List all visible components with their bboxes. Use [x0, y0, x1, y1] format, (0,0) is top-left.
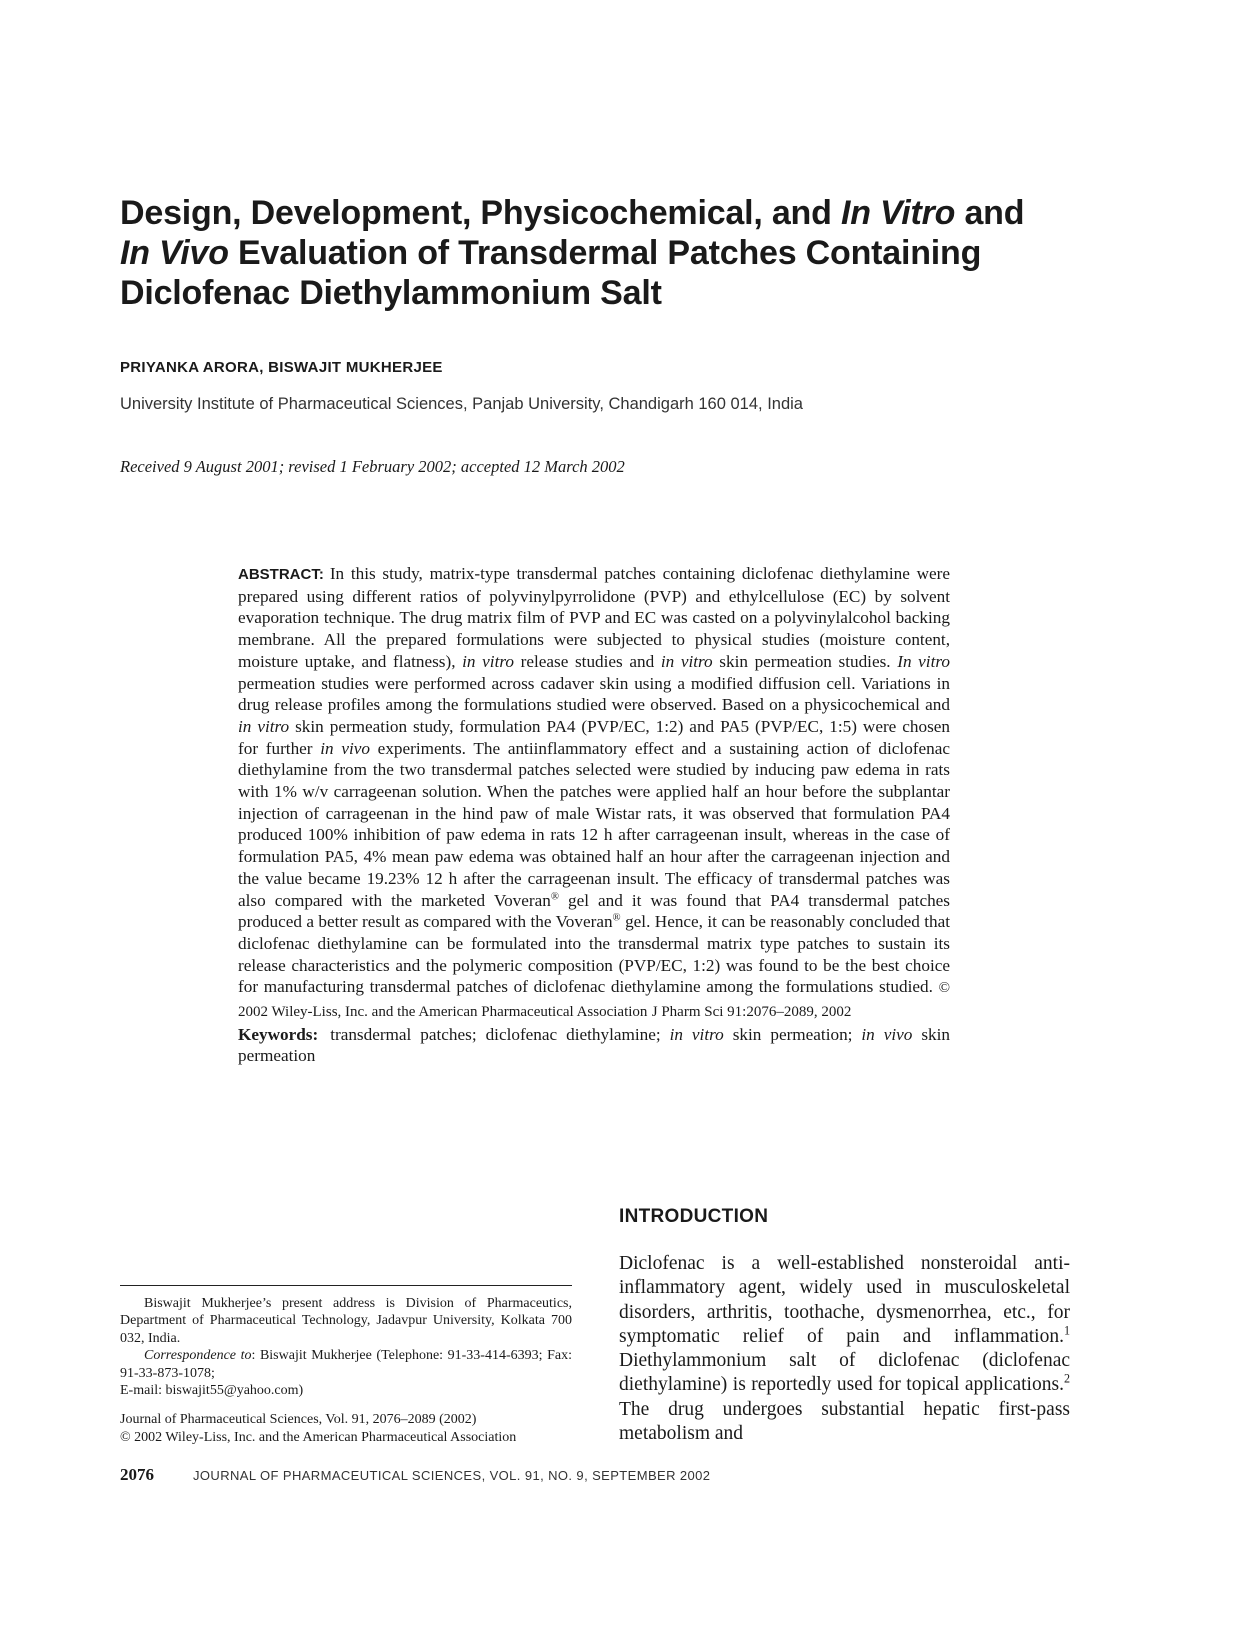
abstract-body: ABSTRACT: In this study, matrix-type transdermal patches containing diclofenac diethylamine were prepared using different ratios of polyvinylpyrrolidone (PVP) and ethylcellulose (EC) by solvent evaporation technique. The drug matrix film of PVP and EC was casted on a polyvinylalcohol backing membrane. All the prepared formulations were subjected to physical studies (moisture content, moisture uptake, and flatness), in vitro release studies and in vitro skin permeation studies. In vitro permeation studies were performed across cadaver skin using a modified diffusion cell. Variations in drug release profiles among the formulations studied were observed. Based on a physicochemical and in vitro skin permeation study, formulation PA4 (PVP/EC, 1:2) and PA5 (PVP/EC, 1:5) were chosen for further in vivo experiments. The antiinflammatory effect and a sustaining action of diclofenac diethylamine from the two transdermal patches selected were studied by inducing paw edema in rats with 1% w/v carrageenan solution. When the patches were applied half an hour before the subplantar injection of carrageenan in the hind paw of male Wistar rats, it was observed that formulation PA4 produced 100% inhibition of paw edema in rats 12 h after carrageenan insult, whereas in the case of formulation PA5, 4% mean paw edema was obtained half an hour after the carrageenan injection and the value became 19.23% 12 h after the carrageenan insult. The efficacy of transdermal patches was also compared with the marketed Voveran® gel and it was found that PA4 transdermal patches produced a better result as compared with the Voveran® gel. Hence, it can be reasonably concluded that diclofenac diethylamine can be formulated into the transdermal matrix type patches to sustain its release characteristics and the polymeric composition (PVP/EC, 1:2) was found to be the best choice for manufacturing transdermal patches of diclofenac diethylamine among the formulations studied. © 2002 Wiley-Liss, Inc. and the American Pharmaceutical Association J Pharm Sci 91:2076–2089, 2002: [238, 564, 951, 1021]
footnote-divider: [120, 1285, 572, 1286]
author-list: PRIYANKA ARORA, BISWAJIT MUKHERJEE: [120, 359, 443, 376]
title-line-2: In Vivo Evaluation of Transdermal Patches Containing: [120, 234, 982, 272]
keywords: Keywords: transdermal patches; diclofenac diethylamine; in vitro skin permeation; in vivo skin permeation: [238, 1024, 950, 1066]
reference-1: 1: [1063, 1323, 1070, 1338]
abstract-label: ABSTRACT:: [238, 566, 324, 583]
introduction-heading: INTRODUCTION: [619, 1206, 769, 1227]
footnote-block: [120, 1295, 572, 1446]
title-line-3: Diclofenac Diethylammonium Salt: [120, 274, 662, 312]
introduction-body: [619, 1252, 1070, 1446]
footnote-correspondence: Correspondence to: Biswajit Mukherjee (Telephone: 91-33-414-6393; Fax: 91-33-873-1078;: [120, 1348, 572, 1381]
running-footer: JOURNAL OF PHARMACEUTICAL SCIENCES, VOL. 91, NO. 9, SEPTEMBER 2002: [193, 1468, 711, 1483]
footnote-address: Biswajit Mukherjee’s present address is Division of Pharmaceutics, Department of Pharmaceutical Technology, Jadavpur University, Kolkata 700 032, India.: [120, 1296, 572, 1346]
footnote-email: E-mail: biswajit55@yahoo.com): [120, 1383, 304, 1399]
article-title: [120, 193, 1024, 313]
reference-2: 2: [1063, 1371, 1070, 1386]
footnote-journal: Journal of Pharmaceutical Sciences, Vol. 91, 2076–2089 (2002): [120, 1412, 477, 1428]
abstract-citation: J Pharm Sci 91:2076–2089, 2002: [651, 1004, 852, 1021]
footnote-copyright: © 2002 Wiley-Liss, Inc. and the American Pharmaceutical Association: [120, 1429, 517, 1445]
title-line-1: Design, Development, Physicochemical, and In Vitro and: [120, 194, 1025, 232]
introduction-paragraph: Diclofenac is a well-established nonsteroidal anti-inflammatory agent, widely used in musculoskeletal disorders, arthritis, toothache, dysmenorrhea, etc., for symptomatic relief of pain and inflammation.$^1$ Diethylammonium salt of diclofenac (diclofenac diethylamine) is reportedly used for topical applications.$^2$ The drug undergoes substantial hepatic first-pass metabolism and: [619, 1253, 1070, 1445]
abstract: [238, 563, 950, 1067]
received-dates: Received 9 August 2001; revised 1 February 2002; accepted 12 March 2002: [120, 457, 625, 476]
abstract-copyright: © 2002 Wiley-Liss, Inc. and the American Pharmaceutical Association: [238, 980, 951, 1021]
page-number: 2076: [120, 1465, 154, 1484]
affiliation: University Institute of Pharmaceutical Sciences, Panjab University, Chandigarh 160 014, India: [120, 395, 803, 413]
keywords-label: Keywords:: [238, 1024, 319, 1044]
